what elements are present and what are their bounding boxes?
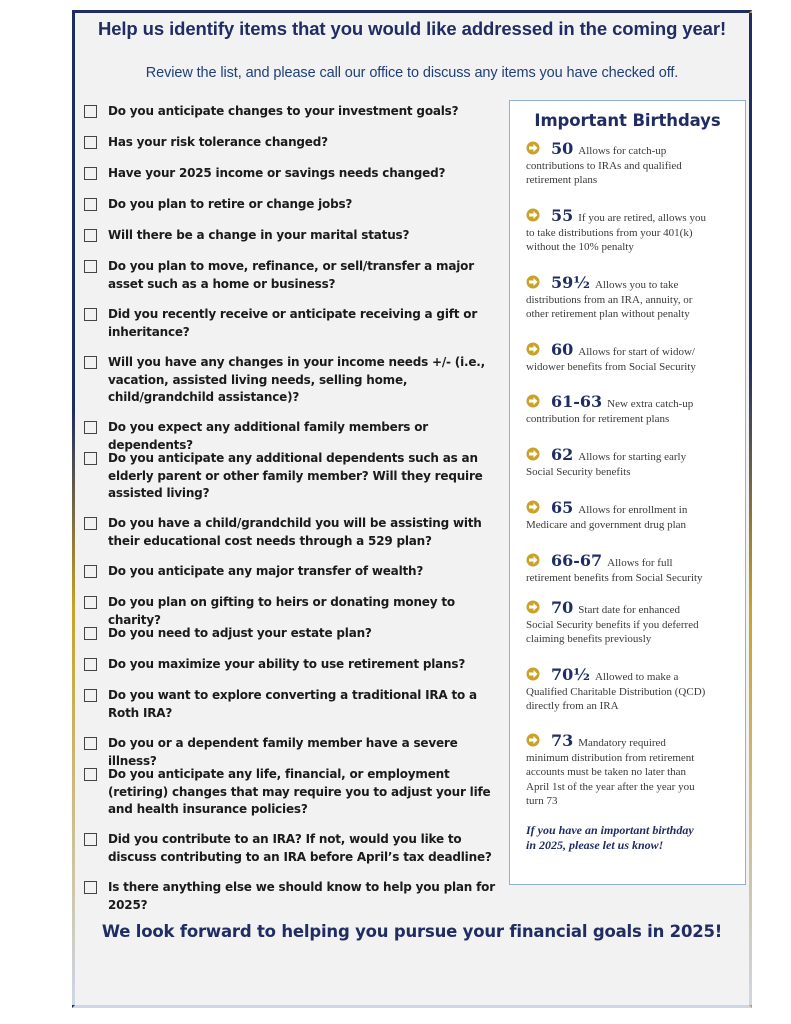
checklist-question: Will you have any changes in your income needs +/- (i.e., vacation, assisted living needs, selling home, child/grandchild assistance)?	[108, 355, 486, 404]
birthdays-title: Important Birthdays	[534, 111, 721, 130]
checklist-question: Do you expect any additional family members or dependents?	[108, 420, 428, 452]
checklist-item[interactable]	[84, 656, 498, 674]
arrow-right-circle-icon	[526, 141, 540, 155]
checklist-question: Is there anything else we should know to help you plan for 2025?	[108, 880, 495, 912]
arrow-right-circle-icon	[526, 600, 540, 614]
checklist-item[interactable]	[84, 687, 498, 722]
birthday-age: 50	[551, 139, 574, 158]
checkbox[interactable]	[84, 627, 97, 640]
birthday-age: 59½	[551, 273, 590, 292]
checklist-item[interactable]	[84, 594, 498, 629]
birthday-entry	[526, 551, 740, 585]
arrow-right-circle-icon	[526, 342, 540, 356]
checkbox[interactable]	[84, 105, 97, 118]
checklist-question: Has your risk tolerance changed?	[108, 135, 328, 149]
checkbox[interactable]	[84, 452, 97, 465]
checkbox[interactable]	[84, 737, 97, 750]
checklist-item[interactable]	[84, 879, 498, 914]
birthday-desc-first: Mandatory required	[578, 737, 666, 749]
arrow-right-circle-icon	[526, 394, 540, 408]
checklist-item[interactable]	[84, 831, 498, 866]
arrow-right-circle-icon	[526, 553, 540, 567]
birthday-desc-first: Allows for catch-up	[578, 145, 667, 157]
frame-accent-right	[749, 13, 752, 1005]
checklist-item[interactable]	[84, 258, 498, 293]
checklist-question: Do you plan on gifting to heirs or donating money to charity?	[108, 595, 455, 627]
birthday-desc: Medicare and government drug plan	[526, 518, 687, 531]
birthday-entry	[526, 598, 740, 647]
checklist-item[interactable]	[84, 766, 498, 819]
birthday-age: 61-63	[551, 392, 603, 411]
birthday-desc: to take distributions from your 401(k) without the 10% penalty	[526, 226, 693, 253]
checkbox[interactable]	[84, 229, 97, 242]
frame-accent-left	[72, 13, 75, 1005]
birthday-desc: minimum distribution from retirement accounts must be taken no later than April 1st of the year after the year you turn 73	[526, 751, 695, 807]
checklist-question: Did you recently receive or anticipate receiving a gift or inheritance?	[108, 307, 478, 339]
birthday-desc: contribution for retirement plans	[526, 412, 670, 425]
arrow-right-circle-icon	[526, 667, 540, 681]
checklist-question: Do you anticipate any major transfer of wealth?	[108, 564, 424, 578]
birthday-entry	[526, 273, 740, 322]
arrow-right-circle-icon	[526, 275, 540, 289]
page-subtitle: Review the list, and please call our office to discuss any items you have checked off.	[145, 65, 679, 81]
birthday-desc-first: Allows for full	[607, 557, 673, 569]
birthday-age: 73	[551, 731, 574, 750]
birthday-entry	[526, 139, 740, 188]
checklist-item[interactable]	[84, 196, 498, 214]
checkbox[interactable]	[84, 658, 97, 671]
birthday-desc-first: New extra catch-up	[607, 398, 694, 410]
checkbox[interactable]	[84, 421, 97, 434]
checkbox[interactable]	[84, 596, 97, 609]
checkbox[interactable]	[84, 565, 97, 578]
birthday-desc: distributions from an IRA, annuity, or other retirement plan without penalty	[526, 293, 693, 320]
checklist-question: Do you maximize your ability to use retirement plans?	[108, 657, 466, 671]
birthday-entry	[526, 340, 740, 374]
arrow-right-circle-icon	[526, 447, 540, 461]
checklist-question: Do you have a child/grandchild you will be assisting with their educational cost needs through a 529 plan?	[108, 516, 482, 548]
checklist-question: Have your 2025 income or savings needs changed?	[108, 166, 446, 180]
birthday-desc: retirement benefits from Social Security	[526, 571, 703, 584]
checklist-question: Do you plan to move, refinance, or sell/transfer a major asset such as a home or business?	[108, 259, 474, 291]
checklist-question: Will there be a change in your marital status?	[108, 228, 410, 242]
checkbox[interactable]	[84, 689, 97, 702]
birthday-age: 60	[551, 340, 574, 359]
birthday-desc: contributions to IRAs and qualified retirement plans	[526, 159, 682, 186]
birthday-age: 62	[551, 445, 574, 464]
checkbox[interactable]	[84, 136, 97, 149]
checklist-question: Do you anticipate any life, financial, or employment (retiring) changes that may require you to adjust your life and health insurance policies?	[108, 767, 491, 816]
birthday-entry	[526, 206, 740, 255]
birthday-desc-first: Allowed to make a	[594, 671, 679, 683]
birthday-age: 70½	[551, 665, 590, 684]
birthday-desc-first: If you are retired, allows you	[578, 212, 706, 224]
checklist-item[interactable]	[84, 419, 498, 454]
birthday-age: 65	[551, 498, 574, 517]
birthday-entry	[526, 731, 740, 809]
important-birthdays-panel	[509, 100, 746, 885]
checklist-item[interactable]	[84, 354, 498, 407]
birthday-age: 66-67	[551, 551, 603, 570]
checklist-question: Do you anticipate changes to your investment goals?	[108, 104, 459, 118]
checklist-item[interactable]	[84, 227, 498, 245]
birthday-entry	[526, 665, 740, 714]
arrow-right-circle-icon	[526, 500, 540, 514]
arrow-right-circle-icon	[526, 733, 540, 747]
checkbox[interactable]	[84, 768, 97, 781]
checklist-question: Do you want to explore converting a traditional IRA to a Roth IRA?	[108, 688, 477, 720]
checklist-item[interactable]	[84, 515, 498, 550]
birthday-age: 70	[551, 598, 574, 617]
birthday-desc-first: Start date for enhanced	[578, 604, 680, 616]
checklist-question: Do you need to adjust your estate plan?	[108, 626, 372, 640]
checklist-item[interactable]	[84, 625, 498, 643]
birthday-desc: Qualified Charitable Distribution (QCD) directly from an IRA	[526, 685, 706, 712]
birthday-entry	[526, 392, 740, 426]
birthday-desc: Social Security benefits if you deferred claiming benefits previously	[526, 618, 699, 645]
birthday-entry	[526, 498, 740, 532]
birthday-age: 55	[551, 206, 574, 225]
birthday-desc-first: Allows for start of widow/	[578, 346, 695, 358]
checklist-item[interactable]	[84, 735, 498, 770]
birthday-note: If you have an important birthday in 2025, please let us know!	[526, 823, 694, 852]
checkbox[interactable]	[84, 833, 97, 846]
checkbox[interactable]	[84, 517, 97, 530]
checkbox[interactable]	[84, 881, 97, 894]
checklist-question: Do you or a dependent family member have a severe illness?	[108, 736, 458, 768]
checklist-item[interactable]	[84, 165, 498, 183]
checkbox[interactable]	[84, 198, 97, 211]
checkbox[interactable]	[84, 356, 97, 369]
checklist-question: Do you anticipate any additional dependents such as an elderly parent or other family member? Will they require assisted living?	[108, 451, 483, 500]
page-title: Help us identify items that you would like addressed in the coming year!	[97, 18, 727, 39]
checklist-question: Did you contribute to an IRA? If not, would you like to discuss contributing to an IRA before April’s tax deadline?	[108, 832, 492, 864]
checkbox[interactable]	[84, 167, 97, 180]
checkbox[interactable]	[84, 260, 97, 273]
birthday-desc: widower benefits from Social Security	[526, 360, 696, 373]
checklist-item[interactable]	[84, 103, 498, 121]
arrow-right-circle-icon	[526, 208, 540, 222]
checklist-item[interactable]	[84, 563, 498, 581]
checkbox[interactable]	[84, 308, 97, 321]
birthday-desc-first: Allows for enrollment in	[578, 504, 688, 516]
birthday-desc-first: Allows for starting early	[578, 451, 687, 463]
checklist-item[interactable]	[84, 134, 498, 152]
checklist-item[interactable]	[84, 450, 498, 503]
birthday-desc-first: Allows you to take	[594, 279, 679, 291]
birthday-desc: Social Security benefits	[526, 465, 631, 478]
birthday-entry	[526, 445, 740, 479]
checklist-item[interactable]	[84, 306, 498, 341]
footer-message: We look forward to helping you pursue your financial goals in 2025!	[101, 922, 723, 941]
checklist-question: Do you plan to retire or change jobs?	[108, 197, 353, 211]
